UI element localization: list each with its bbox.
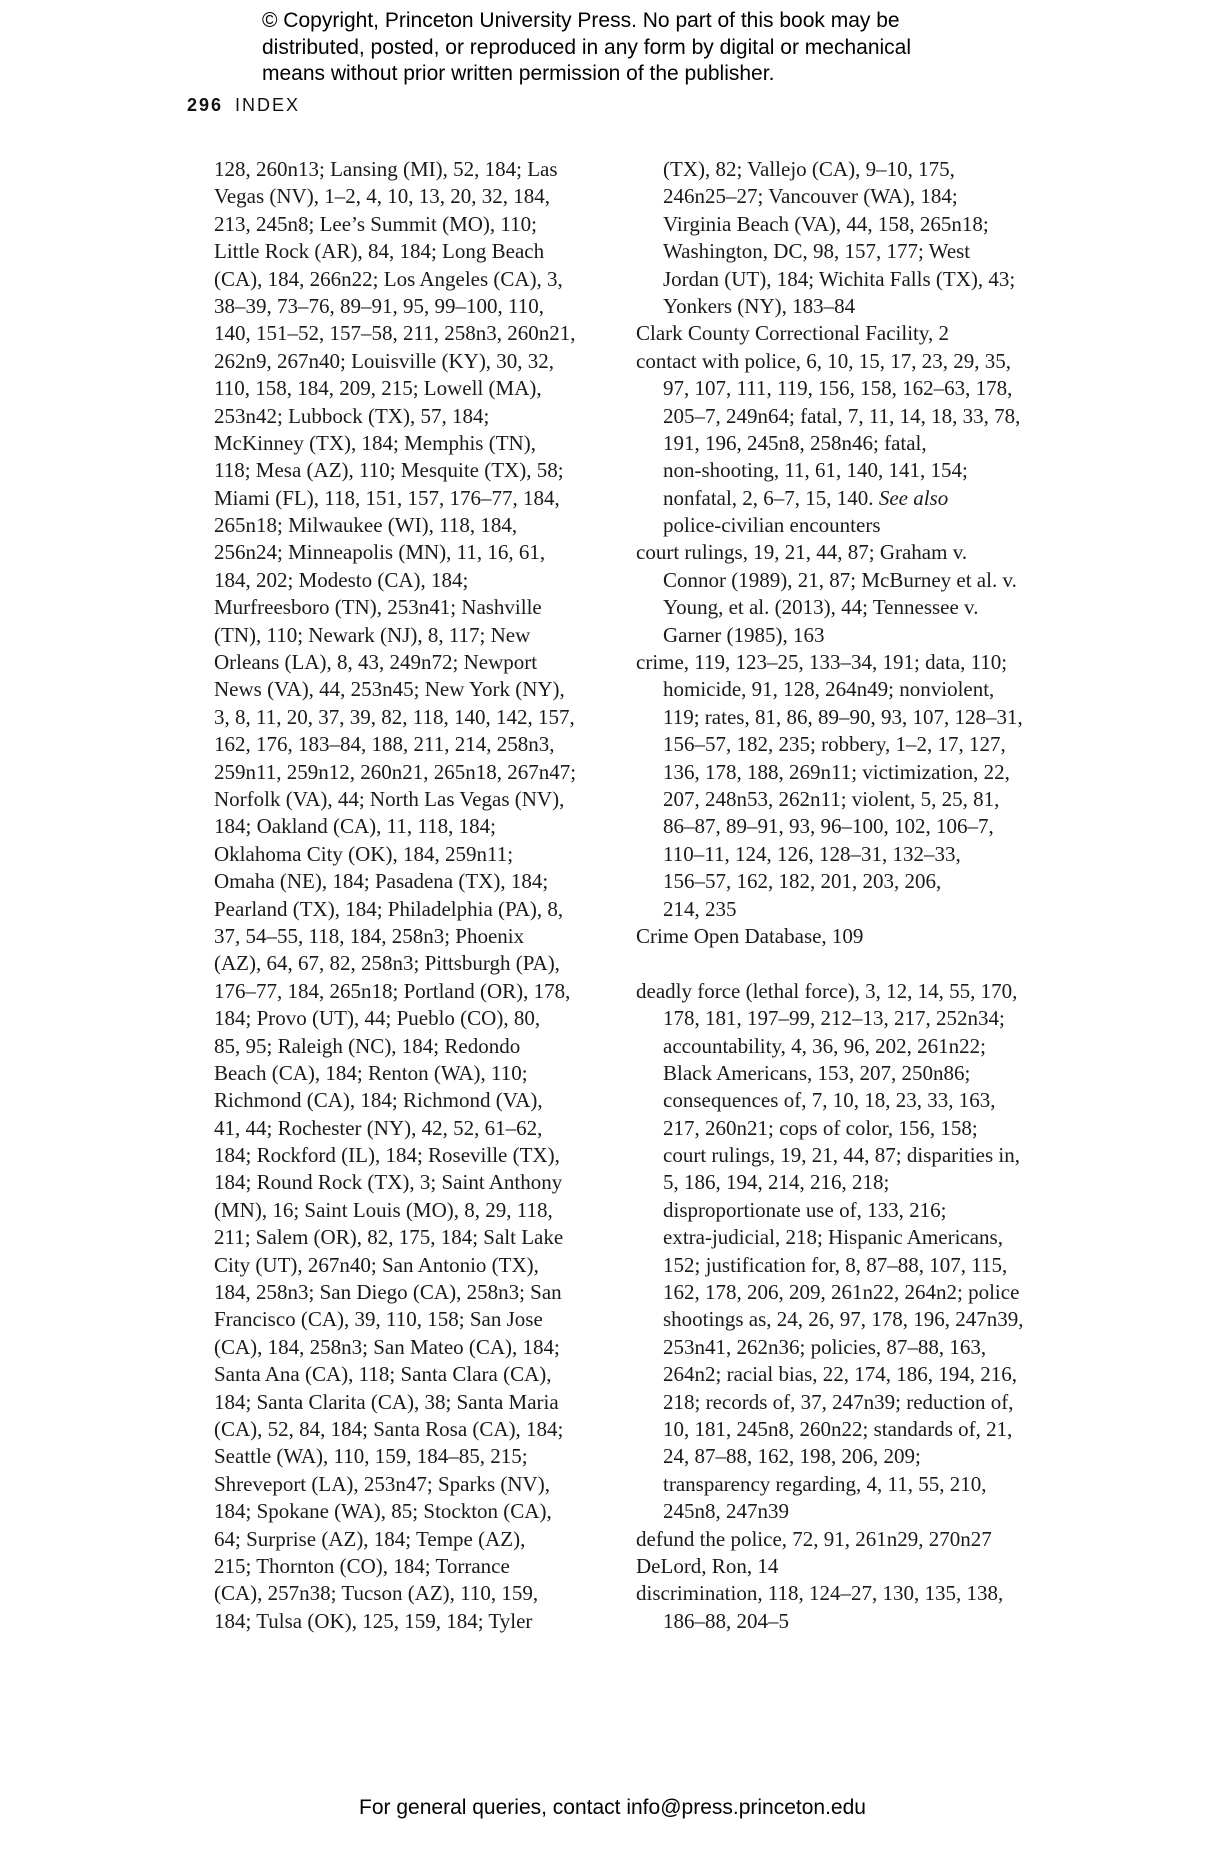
index-text: 5, 186, 194, 214, 216, 218;: [663, 1170, 890, 1195]
index-text: accountability, 4, 36, 96, 202, 261n22;: [663, 1033, 986, 1058]
index-line: Seattle (WA), 110, 159, 184–85, 215;: [214, 1444, 528, 1469]
copyright-notice: [262, 8, 1022, 88]
index-subentry-line: [636, 1087, 1066, 1114]
index-line: Richmond (CA), 184; Richmond (VA),: [214, 1088, 543, 1113]
index-line: 118; Mesa (AZ), 110; Mesquite (TX), 58;: [214, 458, 564, 483]
index-line: 256n24; Minneapolis (MN), 11, 16, 61,: [214, 540, 546, 565]
index-subentry-line: [636, 1060, 1066, 1087]
section-title: INDEX: [235, 95, 301, 115]
index-text: defund the police, 72, 91, 261n29, 270n27: [636, 1526, 992, 1551]
index-subentry-line: [636, 1115, 1066, 1142]
footer-contact: For general queries, contact info@press.princeton.edu: [359, 1796, 866, 1819]
index-subentry-line: [636, 1471, 1066, 1498]
index-subentry-line: [636, 1252, 1066, 1279]
index-subentry-line: [636, 457, 1066, 484]
index-line: Omaha (NE), 184; Pasadena (TX), 184;: [214, 869, 549, 894]
index-subentry-line: [636, 841, 1066, 868]
index-entry-heading: [636, 1553, 1066, 1580]
index-text: Clark County Correctional Facility, 2: [636, 321, 950, 346]
index-entry-heading: [636, 1526, 1066, 1553]
index-line: Norfolk (VA), 44; North Las Vegas (NV),: [214, 786, 565, 811]
index-subentry-line: [636, 622, 1066, 649]
copyright-line: means without prior written permission of the publisher.: [262, 62, 775, 85]
index-line: Francisco (CA), 39, 110, 158; San Jose: [214, 1307, 543, 1332]
index-subentry-line: [636, 1334, 1066, 1361]
index-text: 156–57, 182, 235; robbery, 1–2, 17, 127,: [663, 732, 1006, 757]
index-text: 246n25–27; Vancouver (WA), 184;: [663, 184, 958, 209]
index-line: Shreveport (LA), 253n47; Sparks (NV),: [214, 1471, 550, 1496]
index-text: 24, 87–88, 162, 198, 206, 209;: [663, 1444, 921, 1469]
index-subentry-line: [636, 375, 1066, 402]
index-subentry-line: [636, 594, 1066, 621]
index-text: (TX), 82; Vallejo (CA), 9–10, 175,: [663, 157, 955, 181]
index-text: 205–7, 249n64; fatal, 7, 11, 14, 18, 33, 78,: [663, 403, 1021, 428]
index-text: Virginia Beach (VA), 44, 158, 265n18;: [663, 211, 989, 236]
index-text: 136, 178, 188, 269n11; victimization, 22,: [663, 759, 1010, 784]
index-entry-heading: [636, 320, 1066, 347]
page-number: 296: [187, 95, 224, 115]
index-text: 217, 260n21; cops of color, 156, 158;: [663, 1115, 978, 1140]
index-subentry-line: [636, 293, 1066, 320]
index-entry-heading: [636, 348, 1066, 375]
index-column-right: [636, 156, 1066, 1635]
index-line: (CA), 52, 84, 184; Santa Rosa (CA), 184;: [214, 1416, 564, 1441]
index-line: 140, 151–52, 157–58, 211, 258n3, 260n21,: [214, 321, 576, 346]
index-subentry-line: [636, 676, 1066, 703]
index-text: Black Americans, 153, 207, 250n86;: [663, 1060, 971, 1085]
index-line: Orleans (LA), 8, 43, 249n72; Newport: [214, 650, 538, 675]
index-subentry-line: [636, 1416, 1066, 1443]
index-line: Pearland (TX), 184; Philadelphia (PA), 8,: [214, 896, 564, 921]
index-line: 162, 176, 183–84, 188, 211, 214, 258n3,: [214, 732, 555, 757]
index-subentry-line: [636, 786, 1066, 813]
index-line: 211; Salem (OR), 82, 175, 184; Salt Lake: [214, 1225, 564, 1250]
index-text: 162, 178, 206, 209, 261n22, 264n2; police: [663, 1280, 1020, 1305]
index-line: 37, 54–55, 118, 184, 258n3; Phoenix: [214, 923, 525, 948]
index-line: Oklahoma City (OK), 184, 259n11;: [214, 841, 514, 866]
index-text: transparency regarding, 4, 11, 55, 210,: [663, 1471, 987, 1496]
index-subentry-line: [636, 704, 1066, 731]
index-line: Beach (CA), 184; Renton (WA), 110;: [214, 1060, 528, 1085]
copyright-line: © Copyright, Princeton University Press. No part of this book may be: [262, 9, 900, 32]
index-text: nonfatal, 2, 6–7, 15, 140.: [663, 485, 874, 510]
index-text: contact with police, 6, 10, 15, 17, 23, 29, 35,: [636, 348, 1012, 373]
index-line: 3, 8, 11, 20, 37, 39, 82, 118, 140, 142, 157,: [214, 704, 575, 729]
index-line: 38–39, 73–76, 89–91, 95, 99–100, 110,: [214, 293, 544, 318]
index-line: (TN), 110; Newark (NJ), 8, 117; New: [214, 622, 531, 647]
index-subentry-line: [636, 1608, 1066, 1635]
index-text: 178, 181, 197–99, 212–13, 217, 252n34;: [663, 1006, 1005, 1031]
index-subentry-line: [636, 1279, 1066, 1306]
index-line: 85, 95; Raleigh (NC), 184; Redondo: [214, 1033, 521, 1058]
index-text: 152; justification for, 8, 87–88, 107, 115,: [663, 1252, 1008, 1277]
index-line: 184; Tulsa (OK), 125, 159, 184; Tyler: [214, 1608, 533, 1633]
index-line: 253n42; Lubbock (TX), 57, 184;: [214, 403, 490, 428]
index-text: 86–87, 89–91, 93, 96–100, 102, 106–7,: [663, 814, 994, 839]
index-subentry-line: [636, 211, 1066, 238]
index-text: crime, 119, 123–25, 133–34, 191; data, 110;: [636, 650, 1008, 675]
index-line: (CA), 184, 258n3; San Mateo (CA), 184;: [214, 1334, 560, 1359]
index-subentry-line: [636, 868, 1066, 895]
index-subentry-line: [636, 1389, 1066, 1416]
index-text: DeLord, Ron, 14: [636, 1553, 779, 1578]
index-subentry-line: [636, 1169, 1066, 1196]
index-subentry-line: [636, 266, 1066, 293]
index-text: Crime Open Database, 109: [636, 923, 864, 948]
index-subentry-line: [636, 896, 1066, 923]
index-line: McKinney (TX), 184; Memphis (TN),: [214, 430, 536, 455]
index-text: homicide, 91, 128, 264n49; nonviolent,: [663, 677, 995, 702]
index-text: 191, 196, 245n8, 258n46; fatal,: [663, 430, 927, 455]
index-subentry-line: [636, 485, 1066, 512]
index-subentry-line: [636, 1142, 1066, 1169]
copyright-line: distributed, posted, or reproduced in any form by digital or mechanical: [262, 35, 912, 59]
index-line: (MN), 16; Saint Louis (MO), 8, 29, 118,: [214, 1197, 553, 1222]
index-subentry-line: [636, 512, 1066, 539]
index-text: Young, et al. (2013), 44; Tennessee v.: [663, 595, 979, 620]
index-text: Connor (1989), 21, 87; McBurney et al. v.: [663, 567, 1017, 592]
index-subentry-line: [636, 1498, 1066, 1525]
index-line: 184; Provo (UT), 44; Pueblo (CO), 80,: [214, 1006, 541, 1031]
index-subentry-line: [636, 156, 1066, 183]
index-line: Vegas (NV), 1–2, 4, 10, 13, 20, 32, 184,: [214, 184, 550, 209]
index-subentry-line: [636, 1443, 1066, 1470]
index-line: 41, 44; Rochester (NY), 42, 52, 61–62,: [214, 1115, 543, 1140]
index-text: disproportionate use of, 133, 216;: [663, 1197, 947, 1222]
index-gap: [636, 950, 1066, 977]
index-text: 119; rates, 81, 86, 89–90, 93, 107, 128–31,: [663, 704, 1023, 729]
index-text: Jordan (UT), 184; Wichita Falls (TX), 43;: [663, 266, 1016, 291]
index-line: 213, 245n8; Lee’s Summit (MO), 110;: [214, 211, 537, 236]
index-line: 215; Thornton (CO), 184; Torrance: [214, 1553, 510, 1578]
index-text: 110–11, 124, 126, 128–31, 132–33,: [663, 841, 961, 866]
index-text: police-civilian encounters: [663, 513, 881, 538]
index-text: 97, 107, 111, 119, 156, 158, 162–63, 178,: [663, 376, 1013, 401]
index-line: (CA), 257n38; Tucson (AZ), 110, 159,: [214, 1581, 539, 1606]
index-line: 184, 258n3; San Diego (CA), 258n3; San: [214, 1280, 562, 1305]
index-subentry-line: [636, 183, 1066, 210]
index-line: 128, 260n13; Lansing (MI), 52, 184; Las: [214, 157, 558, 181]
index-line: Santa Ana (CA), 118; Santa Clara (CA),: [214, 1362, 552, 1387]
index-line: 265n18; Milwaukee (WI), 118, 184,: [214, 513, 518, 538]
index-line: 64; Surprise (AZ), 184; Tempe (AZ),: [214, 1526, 526, 1551]
index-line: 184; Round Rock (TX), 3; Saint Anthony: [214, 1170, 563, 1195]
index-line: 176–77, 184, 265n18; Portland (OR), 178,: [214, 978, 571, 1003]
index-subentry-line: [636, 1033, 1066, 1060]
index-text: deadly force (lethal force), 3, 12, 14, 55, 170,: [636, 978, 1018, 1003]
index-line: (AZ), 64, 67, 82, 258n3; Pittsburgh (PA),: [214, 951, 560, 976]
index-subentry-line: [636, 759, 1066, 786]
index-line: 184; Oakland (CA), 11, 118, 184;: [214, 814, 496, 839]
index-line: City (UT), 267n40; San Antonio (TX),: [214, 1252, 539, 1277]
index-text: 156–57, 162, 182, 201, 203, 206,: [663, 869, 942, 894]
running-head: [187, 95, 300, 116]
index-entry-heading: [636, 649, 1066, 676]
index-subentry-line: [636, 1005, 1066, 1032]
index-text: 245n8, 247n39: [663, 1499, 789, 1524]
index-line: Miami (FL), 118, 151, 157, 176–77, 184,: [214, 485, 560, 510]
see-also-reference: See also: [878, 485, 949, 510]
index-entry-heading: [636, 978, 1066, 1005]
index-subentry-line: [636, 403, 1066, 430]
index-subentry-line: [636, 1224, 1066, 1251]
index-text: Yonkers (NY), 183–84: [663, 293, 856, 318]
index-subentry-line: [636, 238, 1066, 265]
index-line: 110, 158, 184, 209, 215; Lowell (MA),: [214, 376, 542, 401]
index-text: 214, 235: [663, 896, 737, 921]
index-text: non-shooting, 11, 61, 140, 141, 154;: [663, 458, 968, 483]
index-subentry-line: [636, 1197, 1066, 1224]
index-entry-heading: [636, 1580, 1066, 1607]
index-subentry-line: [636, 1361, 1066, 1388]
index-text: 207, 248n53, 262n11; violent, 5, 25, 81,: [663, 786, 1000, 811]
index-text: discrimination, 118, 124–27, 130, 135, 138,: [636, 1581, 1004, 1606]
index-line: 184; Santa Clarita (CA), 38; Santa Maria: [214, 1389, 559, 1414]
index-subentry-line: [636, 813, 1066, 840]
index-column-left: [214, 156, 614, 1635]
index-text: 10, 181, 245n8, 260n22; standards of, 21,: [663, 1416, 1013, 1441]
index-line: 184; Spokane (WA), 85; Stockton (CA),: [214, 1499, 552, 1524]
index-text: Washington, DC, 98, 157, 177; West: [663, 239, 971, 264]
index-entry-heading: [636, 923, 1066, 950]
index-subentry-line: [636, 567, 1066, 594]
index-text: extra-judicial, 218; Hispanic Americans,: [663, 1225, 1003, 1250]
index-text: 218; records of, 37, 247n39; reduction of,: [663, 1389, 1014, 1414]
index-line: 184; Rockford (IL), 184; Roseville (TX),: [214, 1143, 560, 1168]
index-line: 184, 202; Modesto (CA), 184;: [214, 567, 469, 592]
index-line: News (VA), 44, 253n45; New York (NY),: [214, 677, 565, 702]
index-subentry-line: [636, 430, 1066, 457]
index-text: court rulings, 19, 21, 44, 87; Graham v.: [636, 540, 968, 565]
index-line: Little Rock (AR), 84, 184; Long Beach: [214, 239, 545, 264]
index-text: 253n41, 262n36; policies, 87–88, 163,: [663, 1334, 987, 1359]
index-subentry-line: [636, 731, 1066, 758]
index-subentry-line: [636, 1306, 1066, 1333]
index-line: 259n11, 259n12, 260n21, 265n18, 267n47;: [214, 759, 577, 784]
index-text: shootings as, 24, 26, 97, 178, 196, 247n39,: [663, 1307, 1024, 1332]
index-line: 262n9, 267n40; Louisville (KY), 30, 32,: [214, 348, 555, 373]
index-text: 186–88, 204–5: [663, 1608, 789, 1633]
index-text: 264n2; racial bias, 22, 174, 186, 194, 216,: [663, 1362, 1018, 1387]
index-entry-heading: [636, 539, 1066, 566]
index-text: Garner (1985), 163: [663, 622, 825, 647]
index-line: (CA), 184, 266n22; Los Angeles (CA), 3,: [214, 266, 563, 291]
index-text: court rulings, 19, 21, 44, 87; disparities in,: [663, 1143, 1020, 1168]
index-line: Murfreesboro (TN), 253n41; Nashville: [214, 595, 542, 620]
index-text: consequences of, 7, 10, 18, 23, 33, 163,: [663, 1088, 996, 1113]
